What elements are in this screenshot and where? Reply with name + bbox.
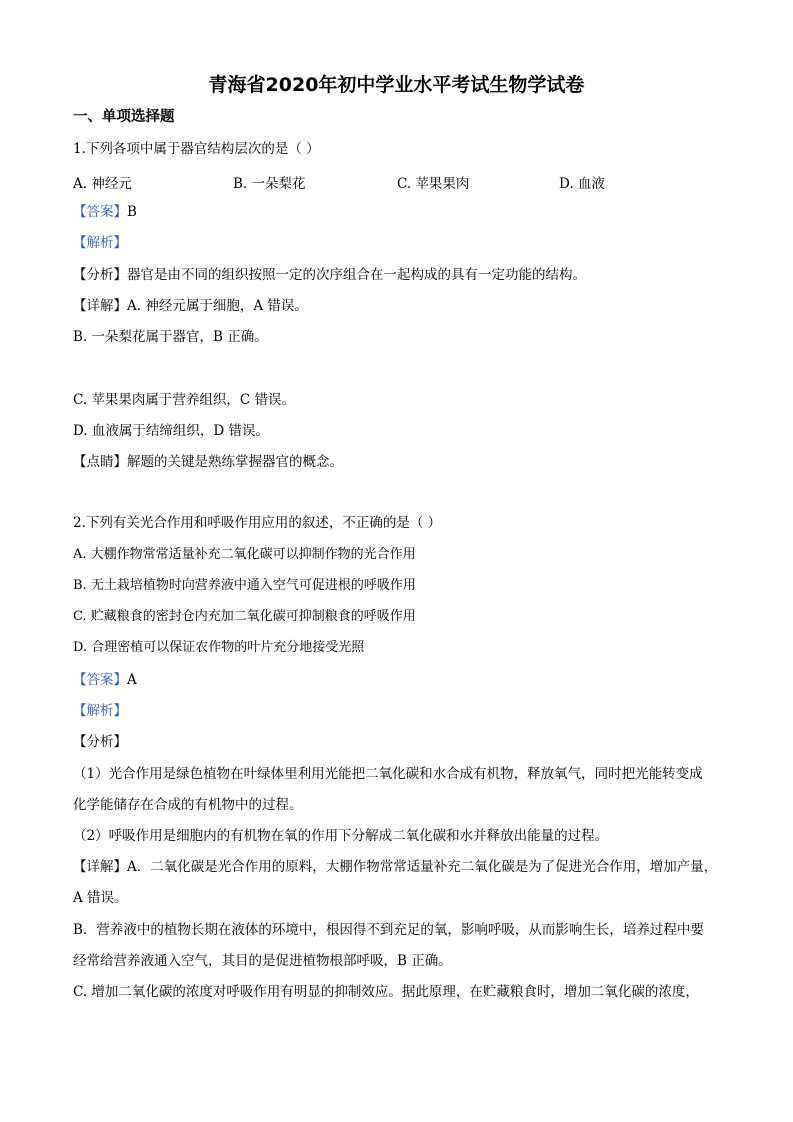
tip-label: 【点睛】: [73, 454, 127, 470]
detail-text: A. 神经元属于细胞，A 错误。: [127, 298, 308, 314]
question-2-detail-b1: B．营养液中的植物长期在液体的环境中，根因得不到充足的氧，影响呼吸，从而影响生长，培养过程中要: [73, 922, 704, 938]
question-2-analysis-p2: （2）呼吸作用是细胞内的有机物在氧的作用下分解成二氧化碳和水并释放出能量的过程。: [73, 828, 609, 844]
question-1-detail-d: D. 血液属于结缔组织，D 错误。: [73, 423, 270, 439]
question-2-detail-a2: A 错误。: [73, 890, 128, 906]
question-1-analysis: [73, 266, 586, 284]
question-2-detail-b2: 经常给营养液通入空气，其目的是促进植物根部呼吸，B 正确。: [73, 953, 452, 969]
question-2-answer: [73, 671, 137, 689]
question-2-analysis-tag: 【解析】: [73, 703, 127, 719]
question-2-stem: 2.下列有关光合作用和呼吸作用应用的叙述，不正确的是（ ）: [73, 515, 442, 531]
question-2-detail-c1: C. 增加二氧化碳的浓度对呼吸作用有明显的抑制效应。据此原理，在贮藏粮食时，增加二氧化碳的浓度，: [73, 984, 699, 1000]
detail-text: A．二氧化碳是光合作用的原料，大棚作物常常适量补充二氧化碳是为了促进光合作用，增加产量，: [127, 859, 718, 875]
question-2-option-a: A. 大棚作物常常适量补充二氧化碳可以抑制作物的光合作用: [73, 547, 416, 562]
question-2-analysis-label: 【分析】: [73, 734, 127, 750]
question-1-tip: [73, 453, 343, 471]
question-2-option-c: C. 贮藏粮食的密封仓内充加二氧化碳可抑制粮食的呼吸作用: [73, 609, 416, 624]
tip-text: 解题的关键是熟练掌握器官的概念。: [127, 454, 343, 470]
question-2-detail-a1: [73, 858, 717, 876]
question-2-option-d: D. 合理密植可以保证农作物的叶片充分地接受光照: [73, 640, 365, 655]
analysis-label: 【分析】: [73, 267, 127, 283]
detail-label: 【详解】: [73, 859, 127, 875]
question-1-stem: 1.下列各项中属于器官结构层次的是（ ）: [73, 141, 320, 157]
question-1-option-c: C. 苹果果肉: [397, 176, 470, 192]
section-heading: 一、单项选择题: [73, 109, 175, 125]
question-1-option-d: D. 血液: [559, 176, 605, 192]
answer-value: A: [127, 672, 137, 688]
question-1-answer: [73, 203, 137, 221]
answer-tag: 【答案】: [73, 204, 127, 220]
question-1-detail: [73, 297, 308, 315]
question-1-option-a: A. 神经元: [73, 176, 132, 192]
question-1-option-b: B. 一朵梨花: [233, 176, 306, 192]
question-2-analysis-p1a: （1）光合作用是绿色植物在叶绿体里利用光能把二氧化碳和水合成有机物，释放氧气，同时把光能转变成: [73, 766, 703, 782]
answer-tag: 【答案】: [73, 672, 127, 688]
question-1-detail-b: B. 一朵梨花属于器官，B 正确。: [73, 329, 268, 345]
question-2-option-b: B. 无土栽培植物时向营养液中通入空气可促进根的呼吸作用: [73, 578, 416, 593]
question-1-detail-c: C. 苹果果肉属于营养组织，C 错误。: [73, 392, 296, 408]
page-title: 青海省2020年初中学业水平考试生物学试卷: [208, 74, 585, 96]
question-1-analysis-tag: 【解析】: [73, 235, 127, 251]
answer-value: B: [127, 204, 137, 220]
analysis-text: 器官是由不同的组织按照一定的次序组合在一起构成的具有一定功能的结构。: [127, 267, 586, 283]
question-2-analysis-p1b: 化学能储存在合成的有机物中的过程。: [73, 797, 303, 813]
detail-label: 【详解】: [73, 298, 127, 314]
